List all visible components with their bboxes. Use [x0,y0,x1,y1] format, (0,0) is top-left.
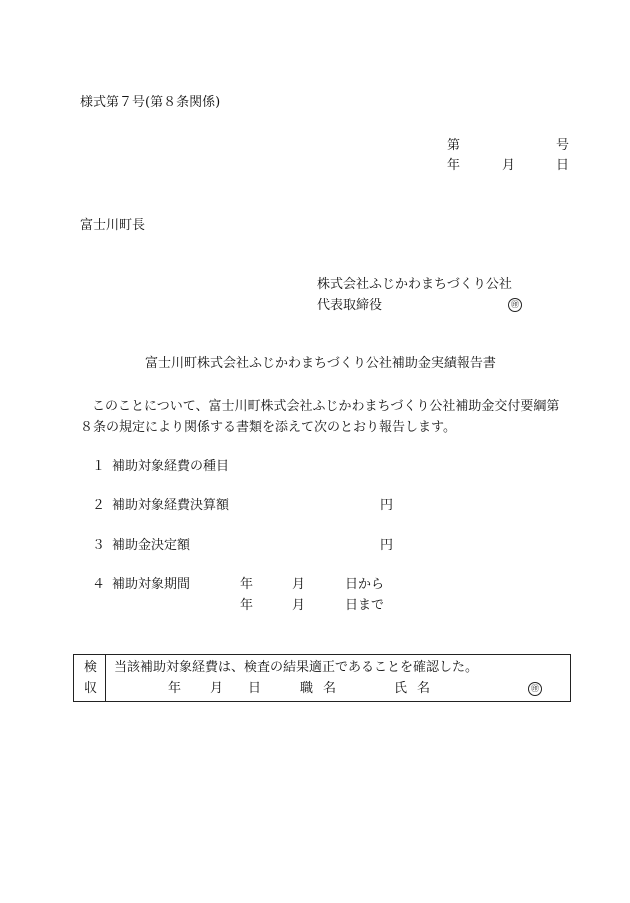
item-2-label: 補助対象経費決算額 [112,498,230,513]
period-from-day: 日から [345,577,385,592]
item-3-label: 補助金決定額 [112,538,191,553]
doc-number-go: 号 [556,138,570,153]
body-line-1: このことについて、富士川町株式会社ふじかわまちづくり公社補助金交付要綱第 [92,399,560,414]
item-1-label: 補助対象経費の種目 [112,459,230,474]
date-day: 日 [556,158,570,173]
inspection-divider [105,655,106,701]
inspection-year: 年 [168,681,182,696]
applicant-company: 株式会社ふじかわまちづくり公社 [317,277,512,292]
period-from-month: 月 [292,577,306,592]
document-title: 富士川町株式会社ふじかわまちづくり公社補助金実績報告書 [145,356,496,371]
period-from-year: 年 [240,577,254,592]
period-to-month: 月 [292,598,306,613]
date-year: 年 [447,158,461,173]
item-4-label: 補助対象期間 [112,577,191,592]
item-1-number: １ [92,459,106,474]
period-to-year: 年 [240,598,254,613]
inspection-box [73,654,571,702]
doc-number-dai: 第 [447,138,461,153]
inspection-title-label: 職名 [300,681,347,696]
seal-mark-icon: ㊞ [508,298,522,312]
applicant-representative: 代表取締役 [317,298,383,313]
inspection-day: 日 [248,681,262,696]
date-month: 月 [502,158,516,173]
inspection-label-bottom: 収 [84,681,98,696]
item-3-number: ３ [92,538,106,553]
item-2-unit: 円 [380,498,394,513]
body-line-2: ８条の規定により関係する書類を添えて次のとおり報告します。 [80,420,456,435]
inspection-seal-icon: ㊞ [528,682,542,696]
item-3-unit: 円 [380,538,394,553]
item-2-number: ２ [92,498,106,513]
period-to-day: 日まで [345,598,385,613]
inspection-statement: 当該補助対象経費は、検査の結果適正であることを確認した。 [114,660,479,675]
inspection-label-top: 検 [84,660,98,675]
inspection-name-label: 氏名 [394,681,441,696]
form-number: 様式第７号(第８条関係) [80,95,221,110]
item-4-number: ４ [92,577,106,592]
addressee: 富士川町長 [80,218,146,233]
inspection-month: 月 [210,681,224,696]
